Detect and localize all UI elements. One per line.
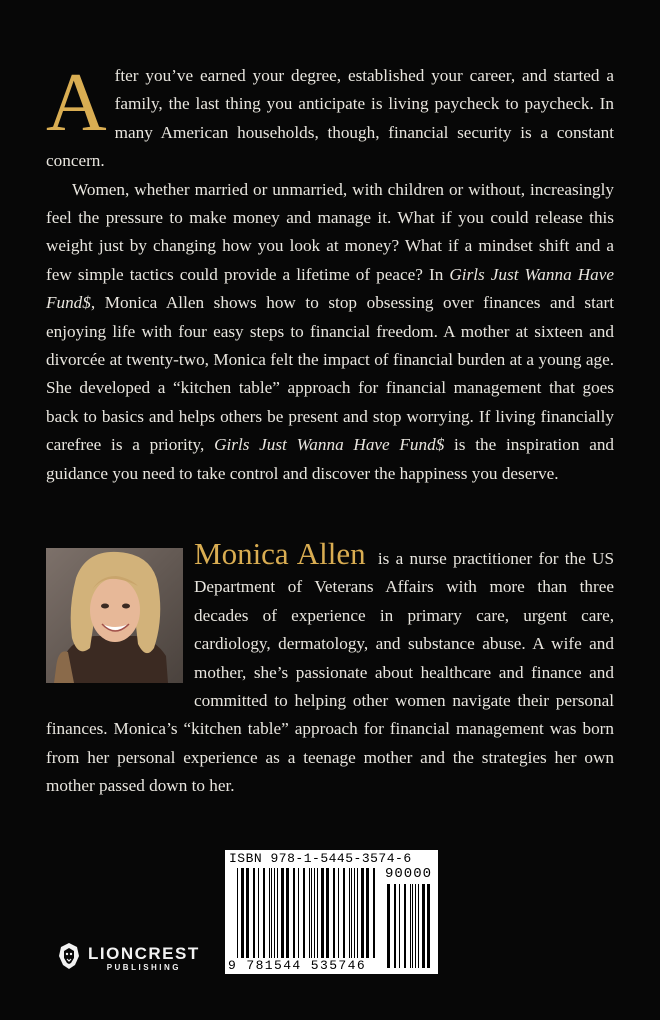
barcode-bar: [338, 868, 339, 958]
barcode-bar: [404, 884, 406, 968]
barcode-bar: [422, 884, 425, 968]
blurb-p2-text-a: Women, whether married or unmarried, with children or without, increasingly feel the pressure to make money and manage it. What if you could release this weight just by changing how you look at money? What if a mindset shift and a few simple tactics could provide a lifetime of peace? In: [46, 179, 614, 284]
barcode-bar: [326, 868, 329, 958]
blurb-paragraph-2: [46, 176, 614, 488]
barcode-bar: [387, 884, 390, 968]
barcode-bar: [410, 884, 411, 968]
barcode-bar: [351, 868, 352, 958]
barcode-bar: [286, 868, 289, 958]
blurb-paragraph-1: [46, 56, 614, 176]
barcode-bar: [253, 868, 255, 958]
barcode-bar: [281, 868, 284, 958]
isbn-text: ISBN 978-1-5445-3574-6: [229, 851, 412, 866]
back-cover-blurb: [46, 56, 615, 488]
author-name: Monica Allen: [194, 536, 366, 571]
barcode-bar: [271, 868, 272, 958]
barcode-bar: [333, 868, 335, 958]
barcode-bar: [349, 868, 350, 958]
isbn-barcode: [225, 850, 438, 974]
barcode-bar: [427, 884, 430, 968]
barcode-bar: [309, 868, 310, 958]
barcode-bar: [269, 868, 270, 958]
publisher-sub: PUBLISHING: [106, 962, 182, 972]
author-bio-text: is a nurse practitioner for the US Department of Veterans Affairs with more than three decades of experience in primary care, urgent care, cardiology, dermatology, and substance abuse. A wife and mother, she’s passionate about healthcare and finance and committed to helping other women navigate their personal finances. Monica’s “kitchen table” approach for financial management was born from her personal experience as a teenage mother and the strategies her own mother passed down to her.: [46, 549, 615, 796]
publisher-logo: [58, 942, 200, 975]
barcode-bar: [298, 868, 299, 958]
photo-spacer: [46, 540, 194, 690]
barcode-bar: [415, 884, 416, 968]
barcode-bar: [314, 868, 315, 958]
blurb-p2-text-c: is the inspiration and guidance you need to take control and discover the happiness you deserve.: [46, 435, 615, 483]
barcode-bar: [321, 868, 324, 958]
book-title-italic: Girls Just Wanna Have Fund$: [214, 435, 445, 455]
barcode-bar: [241, 868, 244, 958]
lion-head-icon: [58, 942, 80, 975]
ean-digits: 9 781544 535746: [228, 958, 367, 973]
barcode-bar: [357, 868, 358, 958]
barcode-bar: [361, 868, 364, 958]
barcode-bar: [317, 868, 318, 958]
barcode-bar: [293, 868, 295, 958]
barcode-bar: [258, 868, 259, 958]
barcode-bar: [366, 868, 369, 958]
barcode-bar: [311, 868, 312, 958]
barcode-bar: [277, 868, 278, 958]
barcode-bar: [246, 868, 249, 958]
barcode-bar: [373, 868, 375, 958]
barcode-bar: [263, 868, 265, 958]
barcode-bar: [399, 884, 400, 968]
book-title-italic: Girls Just Wanna Have Fund$: [46, 264, 614, 313]
barcode-bar: [274, 868, 275, 958]
barcode-bar: [354, 868, 355, 958]
barcode-bar: [418, 884, 419, 968]
price-code: 90000: [384, 866, 432, 882]
drop-cap: A: [46, 56, 107, 149]
publisher-name: LIONCREST: [88, 943, 200, 963]
barcode-bar: [303, 868, 305, 958]
barcode-bar: [343, 868, 345, 958]
barcode-bar: [412, 884, 413, 968]
barcode-bars: [225, 850, 438, 974]
blurb-p1-text: fter you’ve earned your degree, established your career, and started a family, the last thing you anticipate is living paycheck to paycheck. In many American households, though, financial security is a constant concern.: [46, 66, 614, 171]
barcode-bar: [237, 868, 238, 958]
blurb-p2-text-b: , Monica Allen shows how to stop obsessing over finances and start enjoying life with four easy steps to financial freedom. A mother at sixteen and divorcée at twenty-two, Monica felt the impact of financial burden at a young age. She developed a “kitchen table” approach for financial management that goes back to basics and helps others be present and stop worrying. If living financially carefree is a priority,: [46, 293, 614, 455]
barcode-bar: [394, 884, 396, 968]
author-bio: [46, 536, 615, 801]
